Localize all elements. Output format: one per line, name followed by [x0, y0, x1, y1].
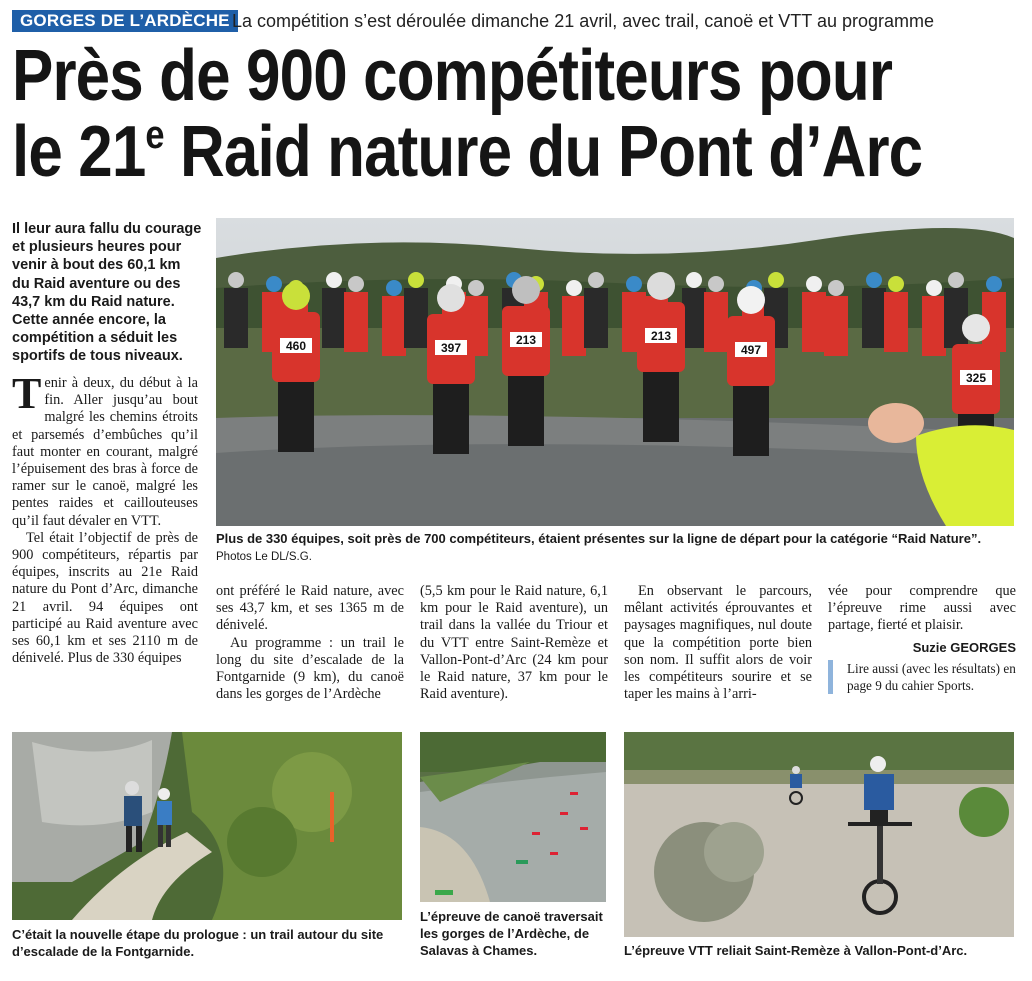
runner-helmet [768, 272, 784, 288]
runner-helmet [962, 314, 990, 342]
dropcap: T [12, 369, 42, 418]
runner-legs [508, 376, 544, 446]
race-bib-number: 325 [965, 371, 987, 385]
runner-helmet [647, 272, 675, 300]
paragraph: Au programme : un trail le long du site d’escalade de la Fontgarnide (9 km), du canoë dans les gorges de l’Ardèche [216, 634, 404, 703]
runner-legs [433, 384, 469, 454]
runner-helmet [512, 276, 540, 304]
runner-body [224, 288, 248, 348]
canoe-photo-caption: L’épreuve de canoë traversait les gorges de l’Ardèche, de Salavas à Chames. [420, 909, 603, 958]
canoe [435, 890, 453, 895]
runner-helmet [282, 282, 310, 310]
headline-part: le 21 [12, 112, 146, 192]
article-column-5 [828, 583, 1016, 656]
headline-part: Raid nature du Pont d’Arc [163, 112, 923, 192]
runner-helmet [386, 280, 402, 296]
paragraph: En observant le parcours, mêlant activités éprouvantes et paysages magnifiques, nul doute que la compétition porte bien son nom. Il suffit alors de voir les compétiteurs sourire et se taper les mains à l’arri- [624, 583, 812, 703]
paragraph: ont préféré le Raid nature, avec ses 43,7 km, et ses 1365 m de dénivelé. [216, 583, 404, 634]
runner-helmet [588, 272, 604, 288]
read-also-box[interactable]: Lire aussi (avec les résultats) en page 9 du cahier Sports. [828, 660, 1032, 694]
runner-body [862, 288, 886, 348]
trail-photo-graphic [12, 732, 402, 920]
runner-body [704, 292, 728, 352]
runner-body [682, 288, 706, 348]
runner-helmet [926, 280, 942, 296]
headline-superscript: e [145, 113, 164, 157]
runner-body [404, 288, 428, 348]
headline-line-1: Près de 900 compétiteurs pour [12, 36, 893, 116]
trail-photo [12, 732, 402, 920]
runner-legs [733, 386, 769, 456]
runner-body [802, 292, 826, 352]
runner-body [382, 296, 406, 356]
runner-helmet [468, 280, 484, 296]
runner-helmet [866, 272, 882, 288]
race-bib-number: 397 [440, 341, 462, 355]
article-column-3 [420, 583, 608, 703]
runner-helmet [326, 272, 342, 288]
vtt-photo-graphic [624, 732, 1014, 937]
paragraph [12, 369, 198, 530]
runner-helmet [437, 284, 465, 312]
runner-helmet [806, 276, 822, 292]
runner-helmet [228, 272, 244, 288]
runner-helmet [888, 276, 904, 292]
runner-helmet [266, 276, 282, 292]
headline-line-2 [12, 112, 923, 192]
runner-helmet [408, 272, 424, 288]
canoe [516, 860, 528, 864]
runner-body [824, 296, 848, 356]
runner-helmet [566, 280, 582, 296]
section-kicker: GORGES DE L’ARDÈCHE [12, 10, 238, 32]
canoe-photo-graphic [420, 732, 606, 902]
runner-body [922, 296, 946, 356]
paragraph: (5,5 km pour le Raid nature, 6,1 km pour le Raid aventure), un trail dans la vallée du Triour et du VTT entre Saint-Remèze et Vallon-Pont-d’Arc (24 km pour le Raid nature, 37 km pour le Raid aventure). [420, 583, 608, 703]
runner-body [584, 288, 608, 348]
race-bib-number: 497 [740, 343, 762, 357]
runner-body [562, 296, 586, 356]
headline [12, 36, 923, 192]
runner-legs [278, 382, 314, 452]
paragraph-text: enir à deux, du début à la fin. Aller jusqu’au bout malgré les chemins étroits et parsemés d’embûches qu’il faut monter en courant, malgré l’épuisement des bras à force de ramer sur le canoë, malgré les pentes raides et caillouteuses qu’il faut dévaler en VTT. [12, 375, 198, 529]
runner-body [344, 292, 368, 352]
runner-body [322, 288, 346, 348]
vtt-photo-caption: L’épreuve VTT reliait Saint-Remèze à Vallon-Pont-d’Arc. [624, 943, 968, 958]
runner-helmet [948, 272, 964, 288]
runner-helmet [986, 276, 1002, 292]
runner-legs [643, 372, 679, 442]
vtt-photo [624, 732, 1014, 937]
runner-helmet [708, 276, 724, 292]
article-column-2 [216, 583, 404, 703]
race-bib-number: 460 [285, 339, 307, 353]
subheadline: La compétition s’est déroulée dimanche 21 avril, avec trail, canoë et VTT au programme [232, 11, 935, 31]
runner-helmet [686, 272, 702, 288]
runner-helmet [626, 276, 642, 292]
main-photo-caption [216, 530, 1016, 566]
runner-helmet [737, 286, 765, 314]
main-photo-race-start [216, 218, 1014, 526]
paragraph: Tel était l’objectif de près de 900 compétiteurs, répartis par équipes, inscrits au 21e Raid nature du Pont d’Arc, dimanche 21 avril. 94 équipes ont participé au Raid aventure avec ses 60,1 km et ses 2110 m de dénivelé. Plus de 330 équipes [12, 529, 198, 667]
runner-helmet [348, 276, 364, 292]
main-photo-graphic [216, 218, 1014, 526]
runner-body [944, 288, 968, 348]
article-column-1 [12, 369, 198, 667]
canoe-photo [420, 732, 606, 902]
race-bib-number: 213 [515, 333, 537, 347]
caption-text: Plus de 330 équipes, soit près de 700 compétiteurs, étaient présentes sur la ligne de départ pour la catégorie “Raid Nature”. [216, 531, 982, 546]
photo-credit: Photos Le DL/S.G. [216, 551, 312, 563]
article-column-4 [624, 583, 812, 703]
paragraph: vée pour comprendre que l’épreuve rime aussi avec partage, fierté et plaisir. [828, 583, 1016, 634]
author-signature: Suzie GEORGES [912, 639, 1016, 655]
trail-photo-caption: C’était la nouvelle étape du prologue : un trail autour du site d’escalade de la Fontgarnide. [12, 927, 384, 959]
runner-body [884, 292, 908, 352]
race-bib-number: 213 [650, 329, 672, 343]
runner-helmet [828, 280, 844, 296]
chapeau: Il leur aura fallu du courage et plusieurs heures pour venir à bout des 60,1 km du Raid aventure ou des 43,7 km du Raid nature. Cette année encore, la compétition a séduit les sportifs de tous niveaux. [12, 221, 202, 365]
